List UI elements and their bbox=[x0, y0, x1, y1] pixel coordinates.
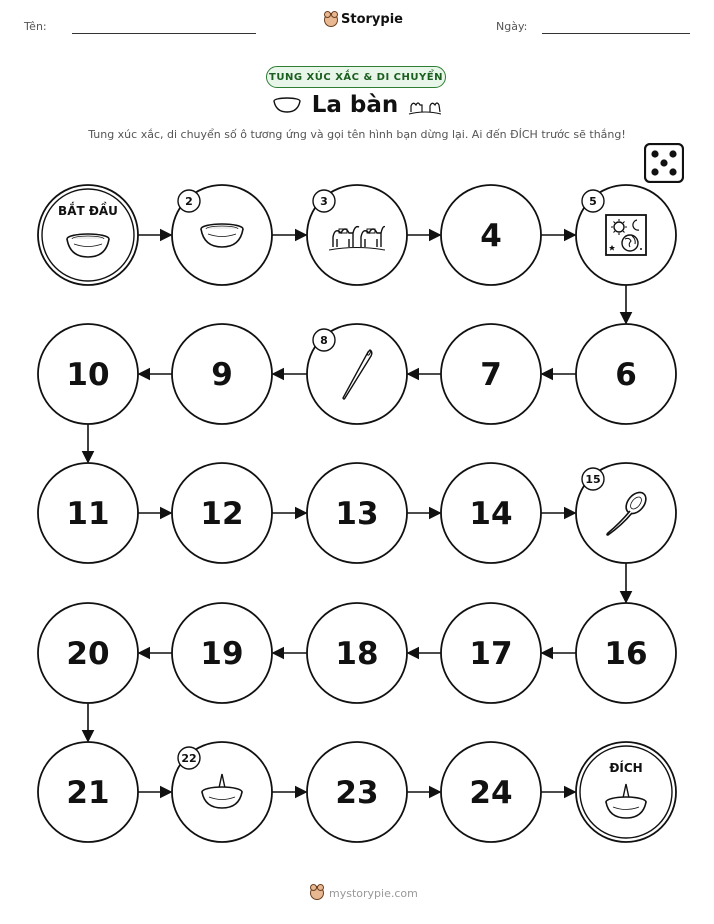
dice-pip bbox=[669, 150, 676, 157]
cell-number: 10 bbox=[66, 357, 110, 393]
cell-number: 14 bbox=[469, 496, 513, 532]
dice-pip bbox=[651, 150, 658, 157]
board-cell[interactable] bbox=[172, 463, 272, 563]
board-cell[interactable] bbox=[172, 603, 272, 703]
board-cell[interactable] bbox=[38, 324, 138, 424]
cell-number: 5 bbox=[589, 195, 597, 208]
cell-number: 23 bbox=[335, 775, 379, 811]
board-cell[interactable] bbox=[441, 185, 541, 285]
cell-number: 18 bbox=[335, 636, 379, 672]
board-cell[interactable] bbox=[307, 603, 407, 703]
sun-moon-earth-icon bbox=[606, 215, 646, 255]
finish-cell[interactable] bbox=[576, 742, 676, 842]
logo-text: Storypie bbox=[341, 12, 403, 27]
footer-url[interactable]: mystorypie.com bbox=[329, 886, 418, 900]
cell-number: 9 bbox=[211, 357, 233, 393]
board-cell[interactable] bbox=[172, 324, 272, 424]
dice-icon bbox=[644, 143, 684, 183]
board-cell[interactable] bbox=[441, 324, 541, 424]
board-cell[interactable] bbox=[441, 742, 541, 842]
instructions: Tung xúc xắc, di chuyển số ô tương ứng và gọi tên hình bạn dừng lại. Ai đến ĐÍCH trước sẽ thắng! bbox=[88, 128, 626, 141]
board-cell[interactable] bbox=[38, 742, 138, 842]
board-cell[interactable] bbox=[576, 603, 676, 703]
game-type-badge: TUNG XÚC XẮC & DI CHUYỂN bbox=[266, 66, 446, 88]
board-cell[interactable] bbox=[172, 742, 272, 842]
board-cell[interactable] bbox=[576, 463, 676, 563]
cell-number: 22 bbox=[181, 752, 197, 765]
board-cell[interactable] bbox=[172, 185, 272, 285]
cell-number: 12 bbox=[200, 496, 244, 532]
board-cell[interactable] bbox=[307, 324, 407, 424]
cell-number: 2 bbox=[185, 195, 193, 208]
cell-number: 19 bbox=[200, 636, 244, 672]
start-cell[interactable] bbox=[38, 185, 138, 285]
board-cell[interactable] bbox=[576, 185, 676, 285]
cell-number: 21 bbox=[66, 775, 110, 811]
cell-number: 20 bbox=[66, 636, 110, 672]
board-cell[interactable] bbox=[38, 463, 138, 563]
cell-label: BẮT ĐẦU bbox=[58, 204, 118, 218]
cell-number: 11 bbox=[66, 496, 110, 532]
cell-number: 8 bbox=[320, 334, 328, 347]
footer bbox=[310, 886, 418, 900]
dice-pip bbox=[660, 159, 667, 166]
cell-number: 4 bbox=[480, 218, 502, 254]
cell-number: 24 bbox=[469, 775, 513, 811]
board-cell[interactable] bbox=[307, 463, 407, 563]
cell-number: 16 bbox=[604, 636, 648, 672]
board-cell[interactable] bbox=[441, 603, 541, 703]
board-cell[interactable] bbox=[576, 324, 676, 424]
board-cell[interactable] bbox=[441, 463, 541, 563]
cell-number: 17 bbox=[469, 636, 513, 672]
cell-label: ĐÍCH bbox=[609, 761, 643, 775]
cell-number: 7 bbox=[480, 357, 502, 393]
board-cell[interactable] bbox=[307, 742, 407, 842]
dice-pip bbox=[669, 168, 676, 175]
cell-number: 3 bbox=[320, 195, 328, 208]
board-cell[interactable] bbox=[38, 603, 138, 703]
cell-number: 6 bbox=[615, 357, 637, 393]
cell-number: 13 bbox=[335, 496, 379, 532]
bear-icon bbox=[310, 886, 324, 900]
date-label: Ngày: bbox=[496, 20, 528, 33]
dice-pip bbox=[651, 168, 658, 175]
name-label: Tên: bbox=[24, 20, 47, 33]
cell-number: 15 bbox=[585, 473, 601, 486]
title-text: La bàn bbox=[311, 92, 399, 118]
board-cell[interactable] bbox=[307, 185, 407, 285]
